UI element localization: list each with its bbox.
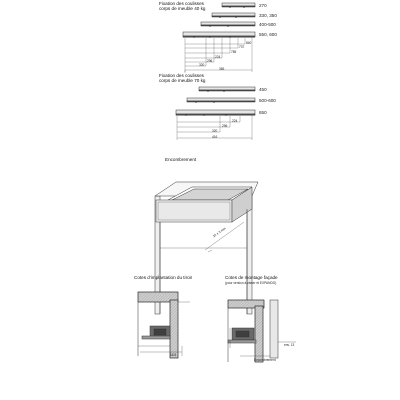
dim-365: 365 — [219, 67, 225, 71]
cotes-facade-title-1: Cotes de montage façade — [225, 275, 278, 280]
length-label-550: 550, 600 — [259, 32, 277, 37]
dim-320: 320 — [199, 63, 205, 67]
cotes-facade-dim-bottom: Encombrement — [254, 358, 276, 362]
cotes-tiroir-dim: 16.5 — [170, 353, 177, 357]
cotes-tiroir-title: Cotes d’implantation du tiroir — [134, 275, 193, 280]
rail-450 — [199, 87, 255, 91]
length-label-450: 450 — [259, 87, 267, 92]
rail-330 — [212, 13, 255, 17]
length-label-400: 400-500 — [259, 22, 276, 27]
cotes-facade-title-2: (pour version à visser et EXPANDO) — [225, 281, 277, 285]
fixing40-title-2: corps de meuble 40 kg — [159, 6, 206, 11]
tiroir-section-drawing — [138, 292, 190, 358]
dim-296: 296 — [207, 59, 213, 63]
cotes-facade-dim-right: env. 13 — [284, 343, 295, 347]
dim70-296: 296 — [222, 124, 228, 128]
length-label-270: 270 — [259, 3, 267, 8]
dim-785: 785 — [231, 50, 237, 54]
dim70-320: 320 — [212, 129, 218, 133]
dim-224: 224 — [215, 55, 221, 59]
fixing70-title-2: corps de meuble 70 kg — [159, 78, 206, 83]
fixing70-title-1: Fixation des coulisses — [159, 73, 204, 78]
dim70-416: 416 — [212, 135, 218, 139]
encombrement-annotation: 10 ± 3 mm — [212, 226, 227, 239]
encombrement-title: Encombrement — [165, 157, 197, 162]
dim70-224: 224 — [232, 119, 238, 123]
rail-650 — [176, 110, 255, 115]
dim-840: 840 — [246, 41, 252, 45]
length-label-650: 650 — [259, 110, 267, 115]
dim-737: 737 — [239, 45, 245, 49]
length-label-500: 500-600 — [259, 98, 276, 103]
rail-270 — [222, 3, 255, 7]
length-label-330: 330, 350 — [259, 13, 277, 18]
fixing40-title-1: Fixation des coulisses — [159, 1, 204, 6]
facade-section-drawing — [228, 300, 296, 362]
rail-500 — [187, 98, 255, 102]
